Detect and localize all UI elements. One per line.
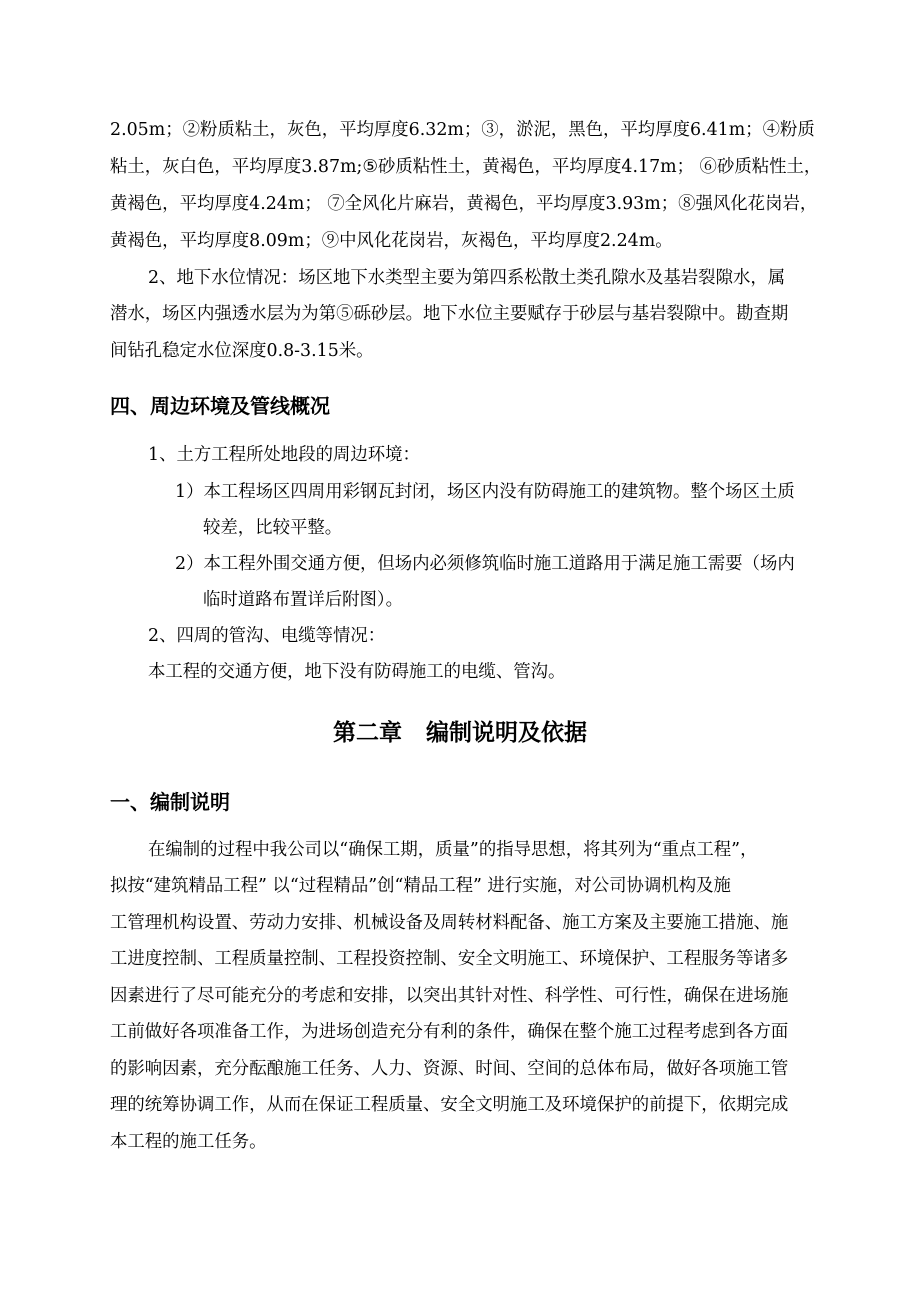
explain-heading: 一、编制说明	[110, 790, 230, 814]
groundwater-line-3: 间钻孔稳定水位深度0.8-3.15米。	[110, 341, 374, 361]
explain-line-2: 拟按“建筑精品工程” 以“过程精品”创“精品工程” 进行实施，对公司协调机构及施	[110, 876, 731, 896]
explain-line-7: 的影响因素，充分酝酿施工任务、人力、资源、时间、空间的总体布局，做好各项施工管	[110, 1059, 789, 1079]
geology-line-4: 黄褐色，平均厚度8.09m；⑨中风化花岗岩，灰褐色，平均厚度2.24m。	[110, 231, 673, 251]
chapter2-title: 第二章 编制说明及依据	[332, 720, 588, 746]
geology-line-3: 黄褐色，平均厚度4.24m； ⑦全风化片麻岩，黄褐色，平均厚度3.93m；⑧强风化花岗岩，	[110, 194, 818, 214]
section4-item1: 1、土方工程所处地段的周边环境：	[148, 445, 420, 465]
section4-sub1-line2: 较差，比较平整。	[203, 518, 343, 538]
explain-line-8: 理的统筹协调工作，从而在保证工程质量、安全文明施工及环境保护的前提下，依期完成	[110, 1095, 789, 1115]
section4-heading: 四、周边环境及管线概况	[110, 394, 330, 418]
explain-line-6: 工前做好各项准备工作，为进场创造充分有利的条件，确保在整个施工过程考虑到各方面	[110, 1022, 789, 1042]
section4-item2-text: 本工程的交通方便，地下没有防碍施工的电缆、管沟。	[148, 662, 566, 682]
section4-sub2-line2: 临时道路布置详后附图）。	[203, 590, 403, 610]
groundwater-line-2: 潜水，场区内强透水层为为第⑤砾砂层。地下水位主要赋存于砂层与基岩裂隙中。勘查期	[110, 304, 789, 324]
section4-sub1-line1: 1）本工程场区四周用彩钢瓦封闭，场区内没有防碍施工的建筑物。整个场区土质	[175, 482, 795, 502]
explain-line-9: 本工程的施工任务。	[110, 1132, 267, 1152]
explain-line-1: 在编制的过程中我公司以“确保工期，质量”的指导思想，将其列为“重点工程”，	[148, 840, 758, 860]
groundwater-line-1: 2、地下水位情况：场区地下水类型主要为第四系松散土类孔隙水及基岩裂隙水，属	[148, 268, 786, 288]
geology-line-2: 粘土，灰白色，平均厚度3.87m;⑤砂质粘性土，黄褐色，平均厚度4.17m； ⑥砂质粘性土，	[110, 157, 822, 177]
geology-line-1: 2.05m；②粉质粘土，灰色，平均厚度6.32m；③，淤泥，黑色，平均厚度6.41m；④粉质	[110, 120, 815, 140]
explain-line-5: 因素进行了尽可能充分的考虑和安排，以突出其针对性、科学性、可行性，确保在进场施	[110, 986, 789, 1006]
explain-line-4: 工进度控制、工程质量控制、工程投资控制、安全文明施工、环境保护、工程服务等诸多	[110, 949, 789, 969]
explain-line-3: 工管理机构设置、劳动力安排、机械设备及周转材料配备、施工方案及主要施工措施、施	[110, 913, 789, 933]
section4-item2: 2、四周的管沟、电缆等情况：	[148, 626, 386, 646]
section4-sub2-line1: 2）本工程外围交通方便，但场内必须修筑临时施工道路用于满足施工需要（场内	[175, 554, 795, 574]
